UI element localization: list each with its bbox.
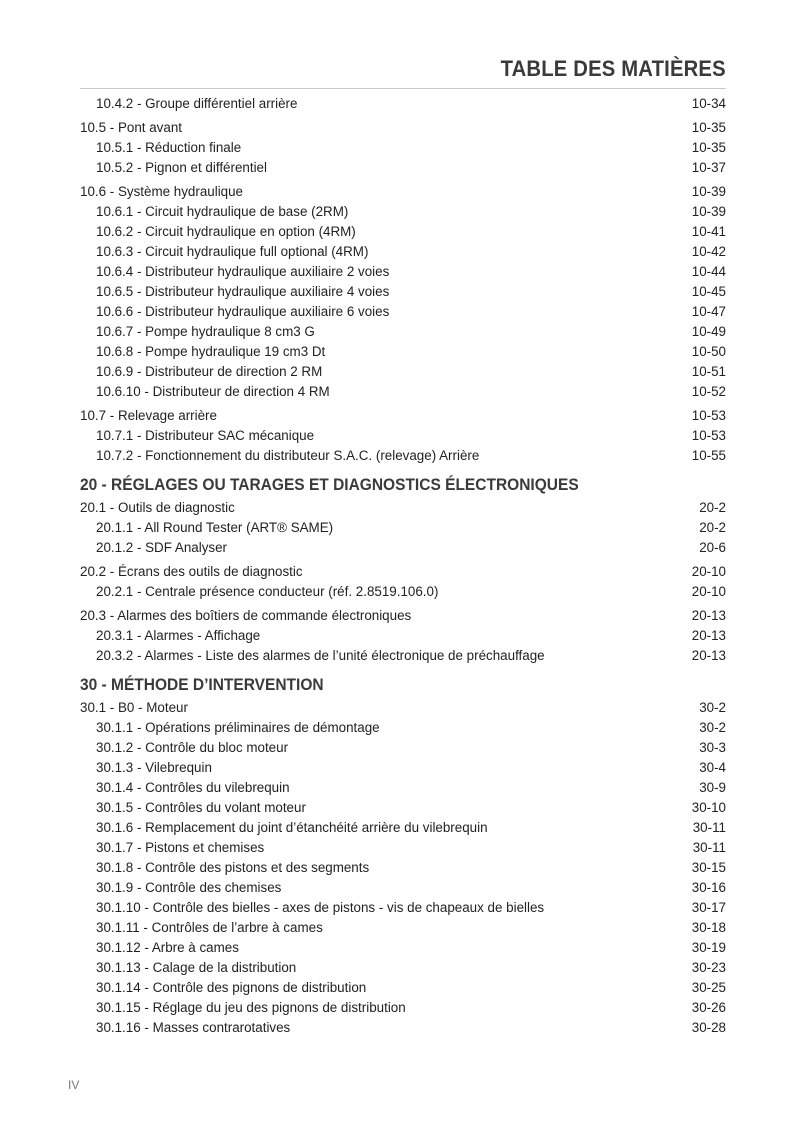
toc-subsection-entry[interactable] bbox=[80, 646, 726, 666]
toc-subsection-entry[interactable] bbox=[80, 94, 726, 114]
page-title: TABLE DES MATIÈRES bbox=[500, 56, 726, 81]
toc-entry-label: 30.1.9 - Contrôle des chemises bbox=[96, 880, 282, 895]
toc-entry-label: 10.6.6 - Distributeur hydraulique auxiliaire 6 voies bbox=[96, 304, 390, 319]
toc-entry-label: 10.7.2 - Fonctionnement du distributeur S.A.C. (relevage) Arrière bbox=[96, 448, 480, 463]
toc-entry-page: 20-10 bbox=[691, 564, 726, 579]
toc-entry-page: 30-3 bbox=[699, 740, 726, 755]
toc-subsection-entry[interactable] bbox=[80, 222, 726, 242]
toc-entry-page: 10-53 bbox=[691, 428, 726, 443]
toc-subsection-entry[interactable] bbox=[80, 138, 726, 158]
table-of-contents bbox=[80, 94, 726, 1038]
toc-entry-page: 10-39 bbox=[691, 184, 726, 199]
toc-entry-label: 10.6.5 - Distributeur hydraulique auxiliaire 4 voies bbox=[96, 284, 390, 299]
toc-entry-page: 10-44 bbox=[691, 264, 726, 279]
toc-entry-page: 10-41 bbox=[691, 224, 726, 239]
toc-subsection-entry[interactable] bbox=[80, 426, 726, 446]
toc-entry-label: 10.6.1 - Circuit hydraulique de base (2RM) bbox=[96, 204, 349, 219]
toc-entry-label: 10.6.3 - Circuit hydraulique full optional (4RM) bbox=[96, 244, 369, 259]
toc-subsection-entry[interactable] bbox=[80, 382, 726, 402]
toc-subsection-entry[interactable] bbox=[80, 798, 726, 818]
toc-entry-label: 30.1.8 - Contrôle des pistons et des segments bbox=[96, 860, 370, 875]
toc-entry-label: 30.1.16 - Masses contrarotatives bbox=[96, 1020, 291, 1035]
toc-entry-label: 30.1.4 - Contrôles du vilebrequin bbox=[96, 780, 290, 795]
toc-entry-page: 10-49 bbox=[691, 324, 726, 339]
toc-subsection-entry[interactable] bbox=[80, 998, 726, 1018]
toc-entry-page: 10-53 bbox=[691, 408, 726, 423]
toc-subsection-entry[interactable] bbox=[80, 302, 726, 322]
toc-entry-label: 20.2.1 - Centrale présence conducteur (réf. 2.8519.106.0) bbox=[96, 584, 439, 599]
toc-entry-label: 30.1.3 - Vilebrequin bbox=[96, 760, 212, 775]
toc-entry-page: 20-2 bbox=[699, 500, 726, 515]
toc-subsection-entry[interactable] bbox=[80, 818, 726, 838]
toc-subsection-entry[interactable] bbox=[80, 582, 726, 602]
toc-subsection-entry[interactable] bbox=[80, 738, 726, 758]
toc-entry-label: 10.7 - Relevage arrière bbox=[80, 408, 217, 423]
toc-section-entry[interactable] bbox=[80, 698, 726, 718]
toc-entry-label: 20.3.1 - Alarmes - Affichage bbox=[96, 628, 261, 643]
toc-entry-page: 10-35 bbox=[691, 120, 726, 135]
toc-entry-page: 30-15 bbox=[691, 860, 726, 875]
toc-entry-label: 30.1.12 - Arbre à cames bbox=[96, 940, 239, 955]
toc-section-entry[interactable] bbox=[80, 498, 726, 518]
toc-entry-page: 20-13 bbox=[691, 628, 726, 643]
toc-subsection-entry[interactable] bbox=[80, 838, 726, 858]
toc-entry-page: 30-10 bbox=[691, 800, 726, 815]
toc-subsection-entry[interactable] bbox=[80, 446, 726, 466]
toc-entry-label: 30.1.1 - Opérations préliminaires de démontage bbox=[96, 720, 380, 735]
toc-entry-label: 20.3 - Alarmes des boîtiers de commande électroniques bbox=[80, 608, 412, 623]
toc-section-entry[interactable] bbox=[80, 182, 726, 202]
toc-entry-page: 20-10 bbox=[691, 584, 726, 599]
page-number: IV bbox=[68, 1078, 80, 1092]
toc-entry-page: 10-42 bbox=[691, 244, 726, 259]
toc-entry-page: 30-4 bbox=[699, 760, 726, 775]
toc-entry-label: 10.5.2 - Pignon et différentiel bbox=[96, 160, 267, 175]
toc-subsection-entry[interactable] bbox=[80, 1018, 726, 1038]
toc-subsection-entry[interactable] bbox=[80, 626, 726, 646]
toc-entry-label: 10.4.2 - Groupe différentiel arrière bbox=[96, 96, 298, 111]
toc-entry-label: 10.6.8 - Pompe hydraulique 19 cm3 Dt bbox=[96, 344, 326, 359]
toc-subsection-entry[interactable] bbox=[80, 282, 726, 302]
toc-entry-label: 30.1.10 - Contrôle des bielles - axes de pistons - vis de chapeaux de bielles bbox=[96, 900, 545, 915]
toc-entry-page: 10-37 bbox=[691, 160, 726, 175]
toc-entry-page: 10-50 bbox=[691, 344, 726, 359]
toc-subsection-entry[interactable] bbox=[80, 202, 726, 222]
toc-subsection-entry[interactable] bbox=[80, 538, 726, 558]
toc-entry-page: 10-34 bbox=[691, 96, 726, 111]
toc-subsection-entry[interactable] bbox=[80, 322, 726, 342]
toc-section-entry[interactable] bbox=[80, 606, 726, 626]
toc-subsection-entry[interactable] bbox=[80, 242, 726, 262]
toc-entry-page: 30-9 bbox=[699, 780, 726, 795]
toc-chapter-heading[interactable]: 20 - RÉGLAGES OU TARAGES ET DIAGNOSTICS ÉLECTRONIQUES bbox=[80, 476, 579, 494]
toc-entry-page: 30-19 bbox=[691, 940, 726, 955]
toc-entry-label: 20.1 - Outils de diagnostic bbox=[80, 500, 235, 515]
toc-entry-label: 10.6.7 - Pompe hydraulique 8 cm3 G bbox=[96, 324, 315, 339]
toc-entry-label: 10.6 - Système hydraulique bbox=[80, 184, 244, 199]
toc-subsection-entry[interactable] bbox=[80, 362, 726, 382]
toc-entry-page: 30-28 bbox=[691, 1020, 726, 1035]
toc-section-entry[interactable] bbox=[80, 118, 726, 138]
toc-entry-page: 30-25 bbox=[691, 980, 726, 995]
toc-subsection-entry[interactable] bbox=[80, 858, 726, 878]
toc-entry-label: 20.2 - Écrans des outils de diagnostic bbox=[80, 564, 303, 579]
toc-subsection-entry[interactable] bbox=[80, 262, 726, 282]
toc-entry-label: 30.1.5 - Contrôles du volant moteur bbox=[96, 800, 306, 815]
toc-entry-page: 20-6 bbox=[699, 540, 726, 555]
toc-subsection-entry[interactable] bbox=[80, 878, 726, 898]
toc-chapter-heading[interactable]: 30 - MÉTHODE D’INTERVENTION bbox=[80, 676, 324, 694]
toc-entry-label: 30.1.14 - Contrôle des pignons de distribution bbox=[96, 980, 367, 995]
toc-entry-page: 30-17 bbox=[691, 900, 726, 915]
toc-entry-label: 10.6.2 - Circuit hydraulique en option (4RM) bbox=[96, 224, 356, 239]
toc-entry-page: 10-47 bbox=[691, 304, 726, 319]
toc-entry-page: 30-26 bbox=[691, 1000, 726, 1015]
toc-entry-page: 10-51 bbox=[691, 364, 726, 379]
toc-section-entry[interactable] bbox=[80, 406, 726, 426]
toc-subsection-entry[interactable] bbox=[80, 342, 726, 362]
toc-subsection-entry[interactable] bbox=[80, 938, 726, 958]
toc-entry-page: 30-18 bbox=[691, 920, 726, 935]
toc-entry-page: 30-11 bbox=[692, 840, 726, 855]
toc-entry-page: 30-2 bbox=[699, 700, 726, 715]
toc-entry-label: 30.1.6 - Remplacement du joint d’étanchéité arrière du vilebrequin bbox=[96, 820, 488, 835]
toc-subsection-entry[interactable] bbox=[80, 918, 726, 938]
toc-entry-page: 10-35 bbox=[691, 140, 726, 155]
toc-entry-page: 20-2 bbox=[699, 520, 726, 535]
toc-entry-label: 10.7.1 - Distributeur SAC mécanique bbox=[96, 428, 315, 443]
toc-entry-label: 10.6.10 - Distributeur de direction 4 RM bbox=[96, 384, 330, 399]
toc-subsection-entry[interactable] bbox=[80, 778, 726, 798]
toc-entry-label: 20.1.2 - SDF Analyser bbox=[96, 540, 227, 555]
toc-entry-label: 30.1.15 - Réglage du jeu des pignons de distribution bbox=[96, 1000, 406, 1015]
toc-entry-page: 10-55 bbox=[691, 448, 726, 463]
toc-entry-page: 10-52 bbox=[691, 384, 726, 399]
title-divider bbox=[80, 88, 726, 89]
toc-entry-label: 20.3.2 - Alarmes - Liste des alarmes de l’unité électronique de préchauffage bbox=[96, 648, 545, 663]
toc-entry-label: 10.5.1 - Réduction finale bbox=[96, 140, 242, 155]
toc-entry-page: 10-45 bbox=[691, 284, 726, 299]
toc-entry-label: 30.1 - B0 - Moteur bbox=[80, 700, 188, 715]
toc-entry-page: 30-23 bbox=[691, 960, 726, 975]
toc-entry-label: 10.6.4 - Distributeur hydraulique auxiliaire 2 voies bbox=[96, 264, 390, 279]
toc-entry-page: 20-13 bbox=[691, 608, 726, 623]
toc-entry-page: 20-13 bbox=[691, 648, 726, 663]
toc-entry-label: 30.1.11 - Contrôles de l’arbre à cames bbox=[96, 920, 323, 935]
toc-entry-label: 20.1.1 - All Round Tester (ART® SAME) bbox=[96, 520, 334, 535]
toc-subsection-entry[interactable] bbox=[80, 978, 726, 998]
toc-entry-label: 30.1.7 - Pistons et chemises bbox=[96, 840, 265, 855]
toc-subsection-entry[interactable] bbox=[80, 158, 726, 178]
toc-entry-label: 10.6.9 - Distributeur de direction 2 RM bbox=[96, 364, 323, 379]
toc-subsection-entry[interactable] bbox=[80, 718, 726, 738]
toc-subsection-entry[interactable] bbox=[80, 958, 726, 978]
toc-entry-page: 30-11 bbox=[692, 820, 726, 835]
toc-entry-page: 30-16 bbox=[691, 880, 726, 895]
toc-section-entry[interactable] bbox=[80, 562, 726, 582]
toc-subsection-entry[interactable] bbox=[80, 898, 726, 918]
toc-subsection-entry[interactable] bbox=[80, 518, 726, 538]
toc-entry-page: 30-2 bbox=[699, 720, 726, 735]
toc-entry-label: 10.5 - Pont avant bbox=[80, 120, 182, 135]
toc-entry-page: 10-39 bbox=[691, 204, 726, 219]
toc-subsection-entry[interactable] bbox=[80, 758, 726, 778]
toc-entry-label: 30.1.13 - Calage de la distribution bbox=[96, 960, 297, 975]
toc-entry-label: 30.1.2 - Contrôle du bloc moteur bbox=[96, 740, 289, 755]
